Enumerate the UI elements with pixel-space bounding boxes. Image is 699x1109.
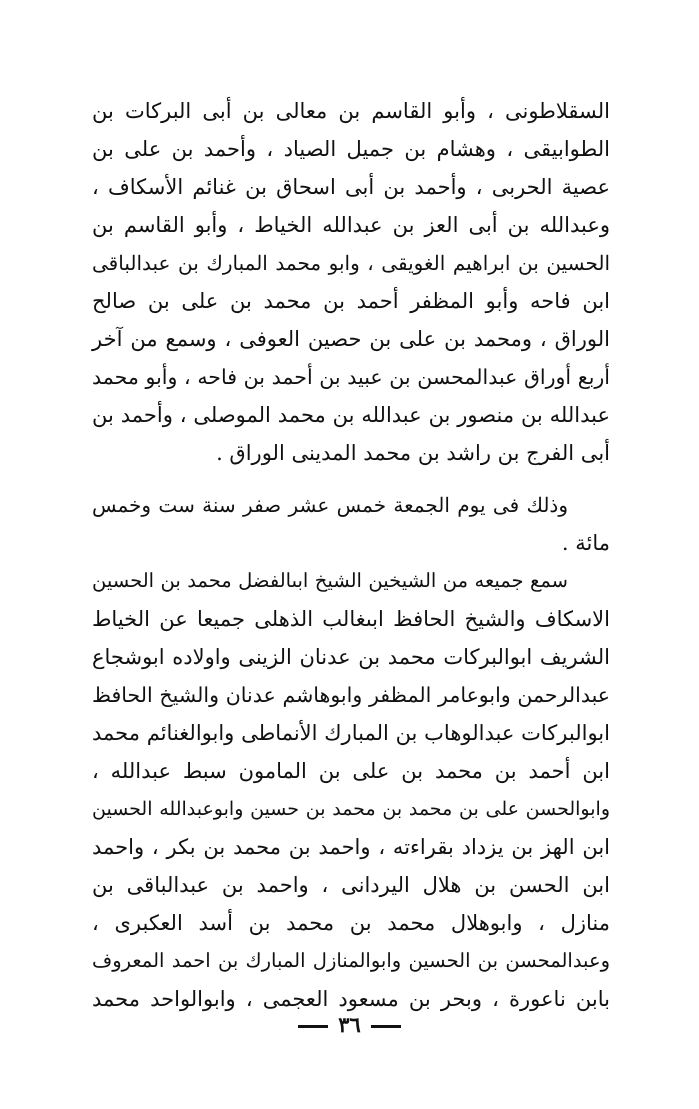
page-number-dash-right [371,1025,401,1028]
paragraph-audition [92,562,610,1018]
text-line: الحسين بن ابراهيم الغويقى ، وابو محمد المبارك بن عبدالباقى [92,251,610,275]
text-line: ابوالبركات عبدالوهاب بن المبارك الأنماطى وابوالغنائم محمد [92,721,610,745]
text-line: عبدالله بن منصور بن عبدالله بن محمد الموصلى ، وأحمد بن [92,403,610,427]
text-line: السقلاطونى ، وأبو القاسم بن معالى بن أبى البركات بن [92,99,610,123]
page-number [0,1010,699,1040]
text-line: الاسكاف والشيخ الحافظ ابىغالب الذهلى جميعا عن الخياط [92,607,610,631]
page-number-dash-left [298,1025,328,1028]
text-line: الطوابيقى ، وهشام بن جميل الصياد ، وأحمد بن على بن [92,137,610,161]
text-line: ابن الحسن بن هلال اليردانى ، واحمد بن عبدالباقى بن [92,873,610,897]
text-line: ابن فاحه وأبو المظفر أحمد بن محمد بن على بن صالح [92,289,610,313]
text-line: وعبدالمحسن بن الحسين وابوالمنازل المبارك بن احمد المعروف [92,949,610,972]
text-line: أربع أوراق عبدالمحسن بن عبيد بن أحمد بن فاحه ، وأبو محمد [92,365,610,389]
text-line: بابن ناعورة ، وبحر بن مسعود العجمى ، وابوالواحد محمد [92,987,610,1011]
text-line: سمع جميعه من الشيخين الشيخ ابىالفضل محمد بن الحسين [92,569,568,592]
paragraph-narrators [92,92,610,472]
text-line: الوراق ، ومحمد بن على بن حصين العوفى ، وسمع من آخر [92,327,610,351]
paragraph-date [92,486,610,562]
text-line: أبى الفرج بن راشد بن محمد المدينى الوراق . [216,441,610,465]
text-line: عصية الحربى ، وأحمد بن أبى اسحاق بن غنائم الأسكاف ، [92,175,610,199]
text-line: وابوالحسن على بن محمد بن محمد بن حسين وابوعبدالله الحسين [92,798,610,820]
text-line: ابن أحمد بن محمد بن على بن المامون سبط عبدالله ، [92,759,610,783]
text-line: ابن الهز بن يزداد بقراءته ، واحمد بن محمد بن بكر ، واحمد [92,835,610,859]
text-line: وذلك فى يوم الجمعة خمس عشر صفر سنة ست وخمس [92,493,568,517]
text-line: مائة . [561,531,610,555]
page-number-value: ٣٦ [338,1012,361,1037]
text-line: منازل ، وابوهلال محمد بن محمد بن أسد العكبرى ، [92,911,610,935]
text-line: عبدالرحمن وابوعامر المظفر وابوهاشم عدنان والشيخ الحافظ [92,683,610,707]
text-line: الشريف ابوالبركات محمد بن عدنان الزينى واولاده ابوشجاع [92,645,610,669]
text-line: وعبدالله بن أبى العز بن عبدالله الخياط ، وأبو القاسم بن [92,213,610,237]
